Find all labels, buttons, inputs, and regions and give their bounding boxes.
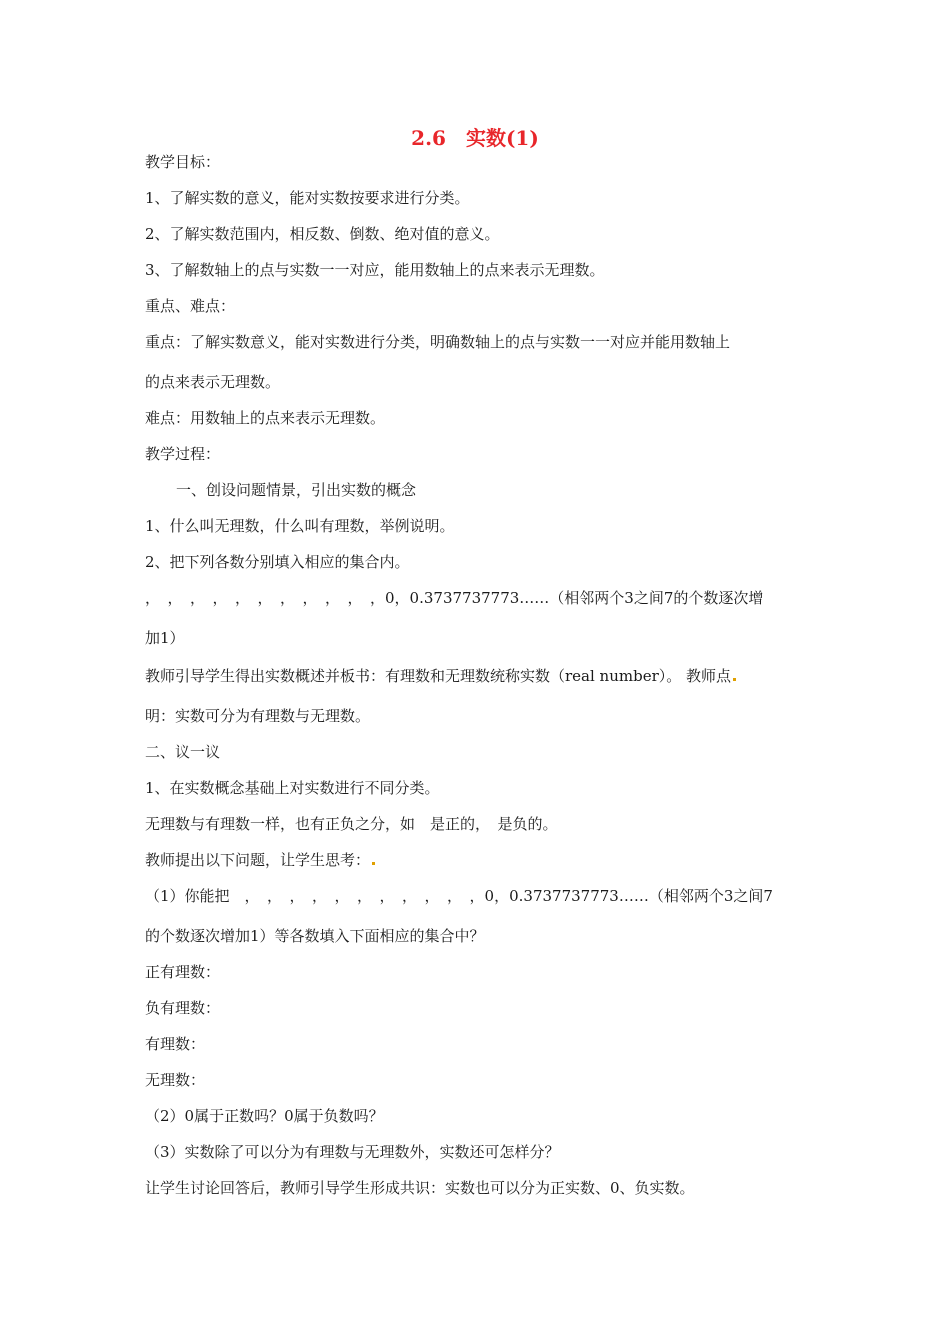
text-line (145, 666, 736, 686)
text-line: 1、了解实数的意义，能对实数按要求进行分类。 (145, 189, 470, 207)
text-line: ， ， ， ， ， ， ， ， ， ， ，0，0.3737737773……（相邻两个3之间7的个数逐次增 (145, 589, 764, 607)
text-line (145, 850, 375, 870)
text-line: （2）0属于正数吗？0属于负数吗？ (145, 1107, 384, 1125)
bullet-mark (372, 862, 375, 865)
text-line: 让学生讨论回答后，教师引导学生形成共识：实数也可以分为正实数、0、负实数。 (145, 1179, 695, 1197)
text-line: 的个数逐次增加1）等各数填入下面相应的集合中？ (145, 927, 485, 945)
section-heading: 二、议一议 (145, 743, 221, 761)
text-line: （3）实数除了可以分为有理数与无理数外，实数还可怎样分？ (145, 1143, 560, 1161)
text-line: （1）你能把 ， ， ， ， ， ， ， ， ， ， ，0，0.3737737773……（相邻两个3之间7 (145, 887, 773, 905)
text-line: 无理数： (145, 1071, 206, 1089)
text-line: 明：实数可分为有理数与无理数。 (145, 707, 371, 725)
section-heading: 一、创设问题情景，引出实数的概念 (176, 481, 417, 499)
text-line: 3、了解数轴上的点与实数一一对应，能用数轴上的点来表示无理数。 (145, 261, 605, 279)
text-line: 难点：用数轴上的点来表示无理数。 (145, 409, 386, 427)
text-line: 1、在实数概念基础上对实数进行不同分类。 (145, 779, 440, 797)
text-line: 负有理数： (145, 999, 221, 1017)
text-line-content: 教师引导学生得出实数概述并板书：有理数和无理数统称实数（real number）。 教师点 (145, 667, 732, 685)
bullet-mark (733, 678, 736, 681)
page-title: 2.6 实数(1) (411, 126, 539, 150)
text-line-content: 教师提出以下问题，让学生思考： (145, 851, 371, 869)
text-line: 重点、难点： (145, 297, 236, 315)
text-line: 无理数与有理数一样，也有正负之分，如 是正的， 是负的。 (145, 815, 558, 833)
text-line: 2、把下列各数分别填入相应的集合内。 (145, 553, 410, 571)
text-line: 教学目标： (145, 153, 221, 171)
text-line: 1、什么叫无理数，什么叫有理数，举例说明。 (145, 517, 455, 535)
text-line: 正有理数： (145, 963, 221, 981)
text-line: 教学过程： (145, 445, 221, 463)
text-line: 2、了解实数范围内，相反数、倒数、绝对值的意义。 (145, 225, 500, 243)
text-line: 有理数： (145, 1035, 206, 1053)
text-line: 重点：了解实数意义，能对实数进行分类，明确数轴上的点与实数一一对应并能用数轴上 (145, 333, 731, 351)
text-line: 的点来表示无理数。 (145, 373, 281, 391)
text-line: 加1） (145, 629, 185, 647)
